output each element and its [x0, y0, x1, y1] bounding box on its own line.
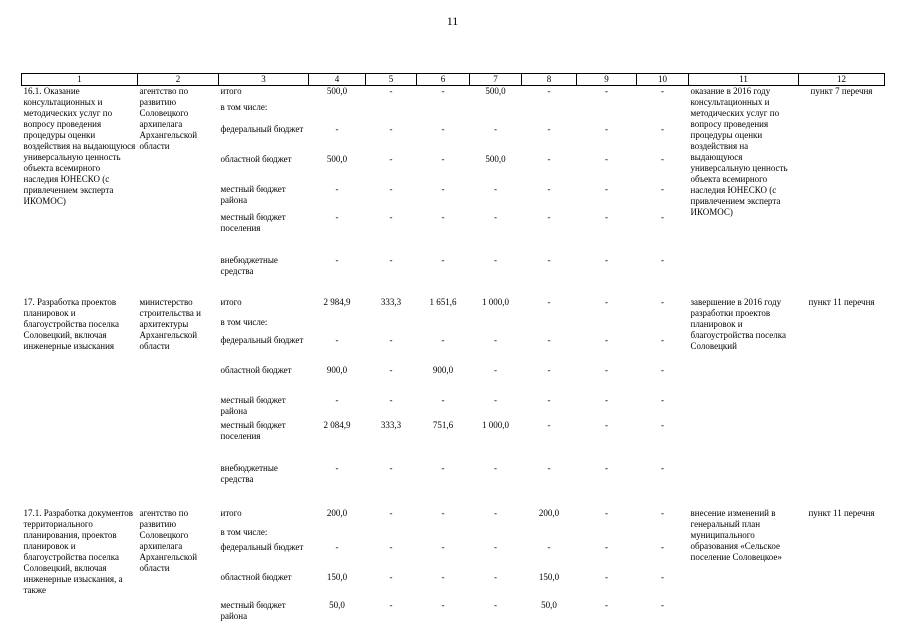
amount-cell: -	[661, 599, 664, 610]
amount-cell: -	[441, 183, 445, 194]
amount-cell: -	[547, 296, 551, 307]
amount-cell: -	[494, 571, 497, 582]
amount-cell: -	[441, 211, 445, 222]
amount-cell	[417, 317, 470, 335]
column-header-2: 2	[138, 74, 219, 86]
column-header-5: 5	[366, 74, 417, 86]
amount-cell	[522, 317, 577, 335]
amount-cell: -	[494, 183, 497, 194]
amount-cell: -	[661, 571, 664, 582]
amount-cell: -	[335, 462, 339, 473]
executor-cell: агентство по развитию Соловецкого архипелага Архангельской области	[139, 507, 198, 573]
column-header-4: 4	[309, 74, 366, 86]
funding-source-cell: итого	[220, 86, 242, 96]
funding-source-cell: в том числе:	[220, 526, 268, 537]
amount-cell: -	[605, 394, 608, 405]
column-header-12: 12	[799, 74, 885, 86]
amount-cell: 751,6	[432, 419, 454, 430]
reference-cell: пункт 7 перечня	[810, 86, 873, 96]
amount-cell: 333,3	[380, 419, 402, 430]
amount-cell: -	[389, 123, 393, 134]
amount-cell: -	[335, 211, 339, 222]
funding-source-cell: местный бюджет поселения	[220, 419, 286, 441]
funding-source-cell: областной бюджет	[220, 571, 292, 582]
column-header-1: 1	[22, 74, 138, 86]
amount-cell: -	[335, 183, 339, 194]
table-row	[22, 508, 885, 527]
funding-source-cell: областной бюджет	[220, 364, 292, 375]
amount-cell: 900,0	[432, 364, 454, 375]
amount-cell	[309, 317, 366, 335]
spacer-cell	[22, 494, 885, 508]
amount-cell: -	[494, 507, 497, 518]
amount-cell: 1 000,0	[482, 419, 509, 430]
amount-cell	[470, 102, 522, 124]
amount-cell: -	[389, 364, 393, 375]
amount-cell	[366, 102, 417, 124]
amount-cell: -	[661, 86, 664, 96]
amount-cell: -	[547, 364, 551, 375]
amount-cell	[522, 527, 577, 542]
amount-cell: -	[389, 254, 393, 265]
amount-cell: 2 084,9	[323, 419, 351, 430]
amount-cell: -	[335, 541, 339, 552]
amount-cell: -	[661, 123, 664, 134]
amount-cell: -	[494, 541, 497, 552]
amount-cell	[577, 102, 637, 124]
program-table	[21, 73, 885, 628]
funding-source-cell: в том числе:	[220, 316, 268, 327]
table-row	[22, 297, 885, 317]
column-header-6: 6	[417, 74, 470, 86]
amount-cell: -	[389, 462, 393, 473]
amount-cell: -	[605, 211, 608, 222]
amount-cell: -	[389, 153, 393, 164]
amount-cell: -	[547, 211, 551, 222]
funding-source-cell: областной бюджет	[220, 153, 292, 164]
amount-cell: -	[335, 394, 339, 405]
amount-cell: 150,0	[326, 571, 348, 582]
amount-cell: -	[605, 86, 608, 96]
amount-cell: -	[389, 183, 393, 194]
amount-cell: -	[494, 123, 497, 134]
executor-cell: министерство строительства и архитектуры Архангельской области	[139, 296, 201, 351]
funding-source-cell: местный бюджет района	[220, 599, 286, 621]
amount-cell: 333,3	[380, 296, 402, 307]
amount-cell: -	[389, 599, 393, 610]
amount-cell: -	[441, 334, 445, 345]
amount-cell: -	[547, 153, 551, 164]
amount-cell	[417, 102, 470, 124]
amount-cell: -	[441, 254, 445, 265]
executor-cell: агентство по развитию Соловецкого архипелага Архангельской области	[139, 86, 198, 151]
column-header-10: 10	[637, 74, 689, 86]
amount-cell: -	[441, 571, 445, 582]
funding-source-cell: местный бюджет района	[220, 183, 286, 205]
amount-cell: -	[441, 394, 445, 405]
amount-cell: -	[661, 254, 664, 265]
amount-cell: -	[441, 507, 445, 518]
amount-cell: -	[494, 211, 497, 222]
amount-cell: -	[605, 183, 608, 194]
amount-cell: -	[605, 419, 608, 430]
reference-cell: пункт 11 перечня	[808, 507, 875, 518]
amount-cell: -	[605, 254, 608, 265]
amount-cell: -	[389, 86, 393, 96]
amount-cell: -	[605, 571, 608, 582]
amount-cell: -	[441, 541, 445, 552]
reference-cell: пункт 11 перечня	[808, 296, 875, 307]
amount-cell: -	[661, 364, 664, 375]
amount-cell: -	[547, 254, 551, 265]
amount-cell	[309, 102, 366, 124]
amount-cell: -	[661, 183, 664, 194]
amount-cell: -	[661, 334, 664, 345]
amount-cell: -	[335, 254, 339, 265]
amount-cell: -	[441, 462, 445, 473]
funding-source-cell: внебюджетные средства	[220, 254, 278, 276]
amount-cell: -	[389, 334, 393, 345]
amount-cell: -	[494, 599, 497, 610]
amount-cell: -	[547, 419, 551, 430]
amount-cell: -	[661, 153, 664, 164]
amount-cell: -	[441, 153, 445, 164]
amount-cell	[417, 527, 470, 542]
column-number-row	[22, 74, 885, 86]
amount-cell: -	[605, 153, 608, 164]
funding-source-cell: федеральный бюджет	[220, 334, 304, 345]
amount-cell: -	[441, 599, 445, 610]
amount-cell: -	[605, 462, 608, 473]
amount-cell	[309, 527, 366, 542]
block-spacer	[22, 494, 885, 508]
amount-cell: -	[547, 394, 551, 405]
funding-source-cell: внебюджетные средства	[220, 462, 278, 484]
amount-cell: -	[605, 123, 608, 134]
funding-source-cell: местный бюджет поселения	[220, 211, 286, 233]
amount-cell	[637, 102, 689, 124]
spacer-cell	[22, 283, 885, 297]
amount-cell: -	[547, 541, 551, 552]
amount-cell: 200,0	[538, 507, 560, 518]
funding-source-cell: итого	[220, 296, 242, 307]
funding-source-cell: федеральный бюджет	[220, 123, 304, 134]
funding-source-cell: местный бюджет района	[220, 394, 286, 416]
amount-cell	[366, 317, 417, 335]
result-cell: оказание в 2016 году консультационных и методических услуг по вопросу проведения процедуры оценки воздействия на выдающуюся универсальную ценность объекта всемирного наследия ЮНЕСКО (с привлечением эксперта ИКОМОС)	[690, 86, 788, 217]
amount-cell	[470, 527, 522, 542]
result-cell: завершение в 2016 году разработки проектов планировок и благоустройства поселка Соловецкий	[690, 296, 786, 351]
result-cell: внесение изменений в генеральный план муниципального образования «Сельское поселение Соловецкое»	[690, 507, 782, 562]
amount-cell: -	[661, 541, 664, 552]
amount-cell: 900,0	[326, 364, 348, 375]
amount-cell: -	[605, 296, 608, 307]
amount-cell: -	[494, 394, 497, 405]
table-row	[22, 86, 885, 102]
amount-cell: -	[547, 183, 551, 194]
amount-cell: -	[661, 394, 664, 405]
amount-cell: 50,0	[541, 599, 557, 610]
amount-cell: -	[389, 507, 393, 518]
amount-cell: -	[335, 334, 339, 345]
amount-cell: -	[661, 507, 664, 518]
column-header-3: 3	[219, 74, 309, 86]
amount-cell: -	[661, 296, 664, 307]
amount-cell: -	[494, 334, 497, 345]
amount-cell: 1 651,6	[429, 296, 457, 307]
amount-cell: 1 000,0	[482, 296, 509, 307]
amount-cell: 500,0	[485, 153, 506, 164]
amount-cell: 150,0	[538, 571, 560, 582]
amount-cell: -	[547, 86, 551, 96]
amount-cell: -	[605, 334, 608, 345]
page-number: 11	[446, 14, 459, 28]
amount-cell: -	[441, 86, 445, 96]
amount-cell	[366, 527, 417, 542]
amount-cell: -	[547, 123, 551, 134]
amount-cell: 200,0	[326, 507, 348, 518]
amount-cell: 500,0	[326, 86, 348, 96]
column-header-8: 8	[522, 74, 577, 86]
amount-cell	[470, 317, 522, 335]
amount-cell: -	[605, 364, 608, 375]
amount-cell	[522, 102, 577, 124]
amount-cell: -	[335, 123, 339, 134]
amount-cell: -	[661, 211, 664, 222]
amount-cell: -	[547, 334, 551, 345]
activity-cell: 17.1. Разработка документов территориального планирования, проектов планировок и благоустройства поселка Соловецкий, включая инженерные изыскания, а также	[23, 507, 133, 595]
amount-cell: -	[389, 571, 393, 582]
amount-cell	[637, 527, 689, 542]
amount-cell: -	[389, 394, 393, 405]
activity-cell: 17. Разработка проектов планировок и благоустройства поселка Соловецкий, включая инженерные изыскания	[23, 296, 119, 351]
column-header-7: 7	[470, 74, 522, 86]
amount-cell: -	[494, 364, 497, 375]
amount-cell: -	[547, 462, 551, 473]
column-header-9: 9	[577, 74, 637, 86]
amount-cell	[577, 527, 637, 542]
amount-cell: -	[494, 254, 497, 265]
amount-cell: -	[441, 123, 445, 134]
amount-cell	[637, 317, 689, 335]
funding-source-cell: в том числе:	[220, 101, 268, 112]
amount-cell: -	[661, 419, 664, 430]
activity-cell: 16.1. Оказание консультационных и методических услуг по вопросу проведения процедуры оценки воздействия на выдающуюся универсальную ценность объекта всемирного наследия ЮНЕСКО (с привлечением эксперта ИКОМОС)	[23, 86, 136, 206]
amount-cell: -	[389, 541, 393, 552]
amount-cell: -	[605, 541, 608, 552]
block-spacer	[22, 283, 885, 297]
amount-cell: 500,0	[485, 86, 506, 96]
amount-cell: 50,0	[329, 599, 345, 610]
funding-source-cell: федеральный бюджет	[220, 541, 304, 552]
amount-cell: -	[661, 462, 664, 473]
amount-cell	[577, 317, 637, 335]
column-header-11: 11	[689, 74, 799, 86]
amount-cell: -	[389, 211, 393, 222]
amount-cell: 2 984,9	[323, 296, 351, 307]
funding-source-cell: итого	[220, 507, 242, 518]
amount-cell: -	[605, 507, 608, 518]
amount-cell: 500,0	[326, 153, 348, 164]
amount-cell: -	[494, 462, 497, 473]
amount-cell: -	[605, 599, 608, 610]
